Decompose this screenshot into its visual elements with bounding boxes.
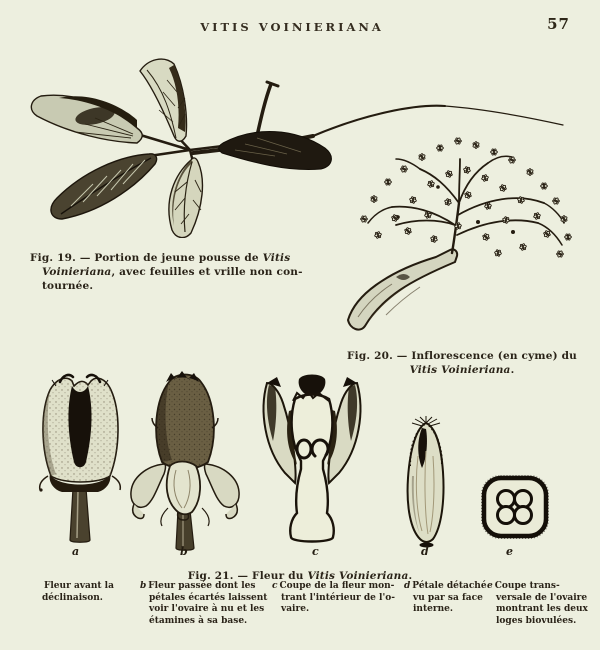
fig21-label-e: e [506, 545, 513, 558]
fig21c-flower-section [255, 371, 369, 547]
fig19-caption [30, 251, 337, 294]
fig21-label-b: b [180, 545, 188, 558]
fig21-caption-species: Vitis Voinieriana [307, 569, 409, 582]
floret-cluster [361, 137, 573, 257]
fig19-caption-suffix: , avec feuilles et vrille non contournée. [42, 265, 303, 292]
legend-text-b: Fleur passée dont les pétales écartés laissent voir l'ovaire à nu et les étamines à sa base. [148, 581, 268, 627]
leaf-top [140, 59, 187, 141]
legend-letter-e: e [487, 581, 493, 591]
legend-letter-b: b [140, 581, 147, 591]
legend-item-b [140, 581, 278, 628]
fig19-caption-text: Fig. 19. — Portion de jeune pousse de [30, 251, 263, 264]
fig21-caption-suffix: . [408, 569, 413, 582]
legend-text-e: Coupe transversale de l'ovaire montrant les deux loges biovulées. [494, 581, 588, 627]
page-number: 57 [547, 15, 570, 33]
legend-item-e [487, 581, 588, 628]
legend-letter-d: d [404, 581, 411, 591]
leaf-bottom [169, 158, 203, 238]
fig21d-petal [400, 416, 452, 550]
leaf-upper-left [31, 95, 142, 143]
fig21-caption-text: Fig. 21. — Fleur du [187, 569, 308, 582]
woody-stem [348, 249, 457, 329]
fig20-caption-species: Vitis Voinieriana [409, 363, 511, 376]
legend-text-d: Pétale détaché vu par sa face interne. [412, 581, 487, 615]
fig20-caption-suffix: . [510, 363, 515, 376]
legend-item-a [42, 581, 142, 604]
fig21-label-d: d [421, 545, 429, 558]
fig20-caption-text: Fig. 20. — Inflorescence (en cyme) du [346, 349, 577, 362]
legend-text-a: Fleur avant la déclinaison. [42, 581, 114, 603]
fig21-label-c: c [312, 545, 319, 558]
fig20-illustration [338, 127, 586, 335]
legend-text-c: Coupe de la fleur montrant l'intérieur de l'ovaire. [279, 581, 395, 615]
fig21b-flower-recurved [128, 368, 242, 552]
fig21-label-a: a [72, 545, 80, 558]
legend-letter-c: c [272, 581, 278, 591]
fig21a-flower-bud [36, 370, 124, 548]
legend-item-d [404, 581, 491, 616]
fig19-caption-species: Vitis Voinieriana [42, 251, 291, 278]
legend-item-c [272, 581, 405, 616]
page-title: VITIS VOINIERIANA [200, 20, 384, 34]
fig20-caption [342, 349, 582, 377]
leaf-lower-left [51, 154, 157, 219]
fig21e-ovary-section [478, 474, 552, 542]
